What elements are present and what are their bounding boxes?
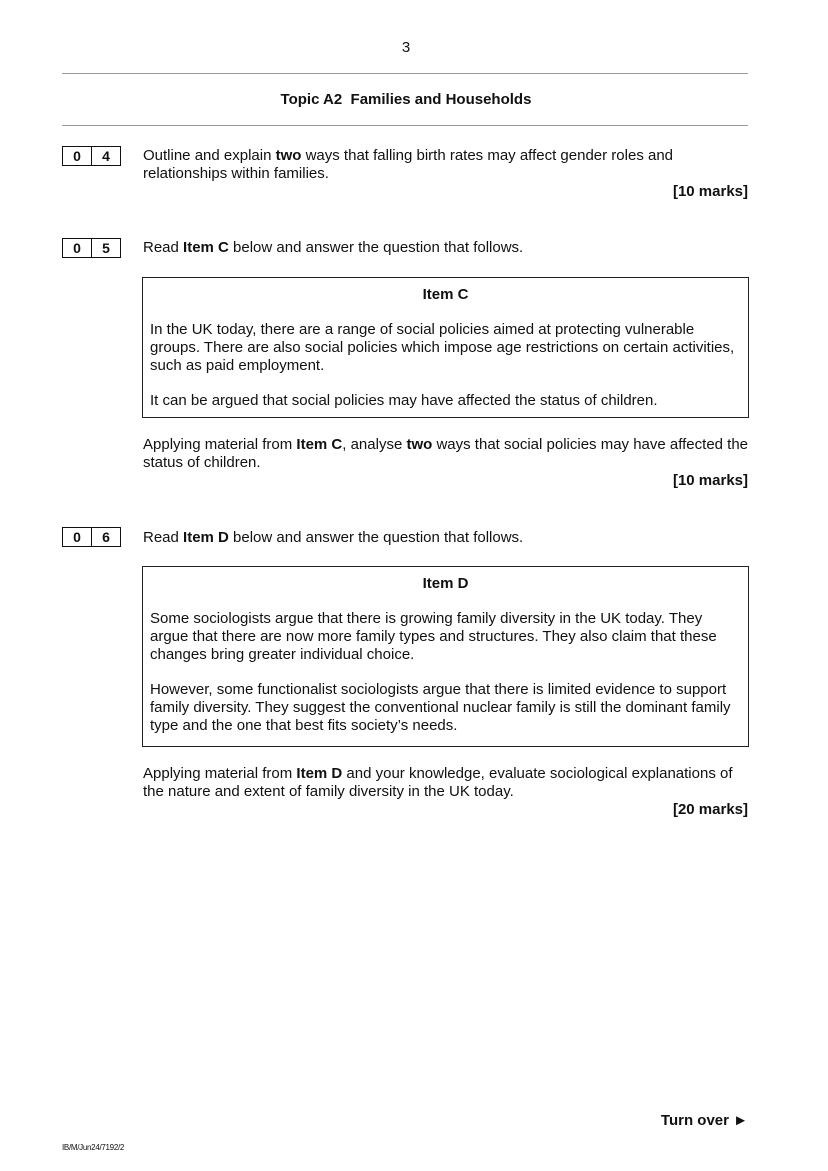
question-06-intro: Read Item D below and answer the question that follows. <box>143 529 524 546</box>
question-06-text: Applying material from Item D and your knowledge, evaluate sociological explanations of the nature and extent of family diversity in the UK today. <box>143 765 733 800</box>
item-c-paragraph: It can be argued that social policies may have affected the status of children. <box>150 392 658 409</box>
item-d-paragraph: However, some functionalist sociologists argue that there is limited evidence to support family diversity. They suggest the conventional nuclear family is still the dominant family type and the one that best fits society’s needs. <box>150 681 731 734</box>
item-d-title: Item D <box>422 575 469 592</box>
item-c-box <box>142 277 749 418</box>
item-d-box <box>142 566 749 747</box>
digit: 4 <box>102 148 110 164</box>
turn-over-label: Turn over ► <box>660 1112 748 1129</box>
divider <box>62 125 748 126</box>
item-d-paragraph: Some sociologists argue that there is growing family diversity in the UK today. They argue that there are now more family types and structures. They also claim that these changes bring greater individual choice. <box>150 610 717 663</box>
digit: 0 <box>63 528 92 546</box>
digit: 6 <box>102 529 110 545</box>
question-05-intro: Read Item C below and answer the question that follows. <box>143 239 524 256</box>
question-number-05 <box>62 238 121 258</box>
digit: 5 <box>102 240 110 256</box>
topic-title: Topic A2 Families and Households <box>280 91 532 108</box>
question-05-text: Applying material from Item C, analyse two ways that social policies may have affected the status of children. <box>143 436 749 471</box>
item-c-title: Item C <box>422 286 469 303</box>
digit: 0 <box>63 239 92 257</box>
question-number-06 <box>62 527 121 547</box>
question-number-04 <box>62 146 121 166</box>
question-04-marks: [10 marks] <box>672 183 748 200</box>
digit: 0 <box>63 147 92 165</box>
question-06-marks: [20 marks] <box>672 801 748 818</box>
page-number: 3 <box>401 39 411 56</box>
question-04-text: Outline and explain two ways that falling birth rates may affect gender roles and relationships within families. <box>143 147 674 182</box>
question-05-marks: [10 marks] <box>672 472 748 489</box>
footer-code: IB/M/Jun24/7192/2 <box>62 1143 125 1152</box>
divider <box>62 73 748 74</box>
item-c-paragraph: In the UK today, there are a range of social policies aimed at protecting vulnerable groups. There are also social policies which impose age restrictions on certain activities, such as paid employment. <box>150 321 735 374</box>
